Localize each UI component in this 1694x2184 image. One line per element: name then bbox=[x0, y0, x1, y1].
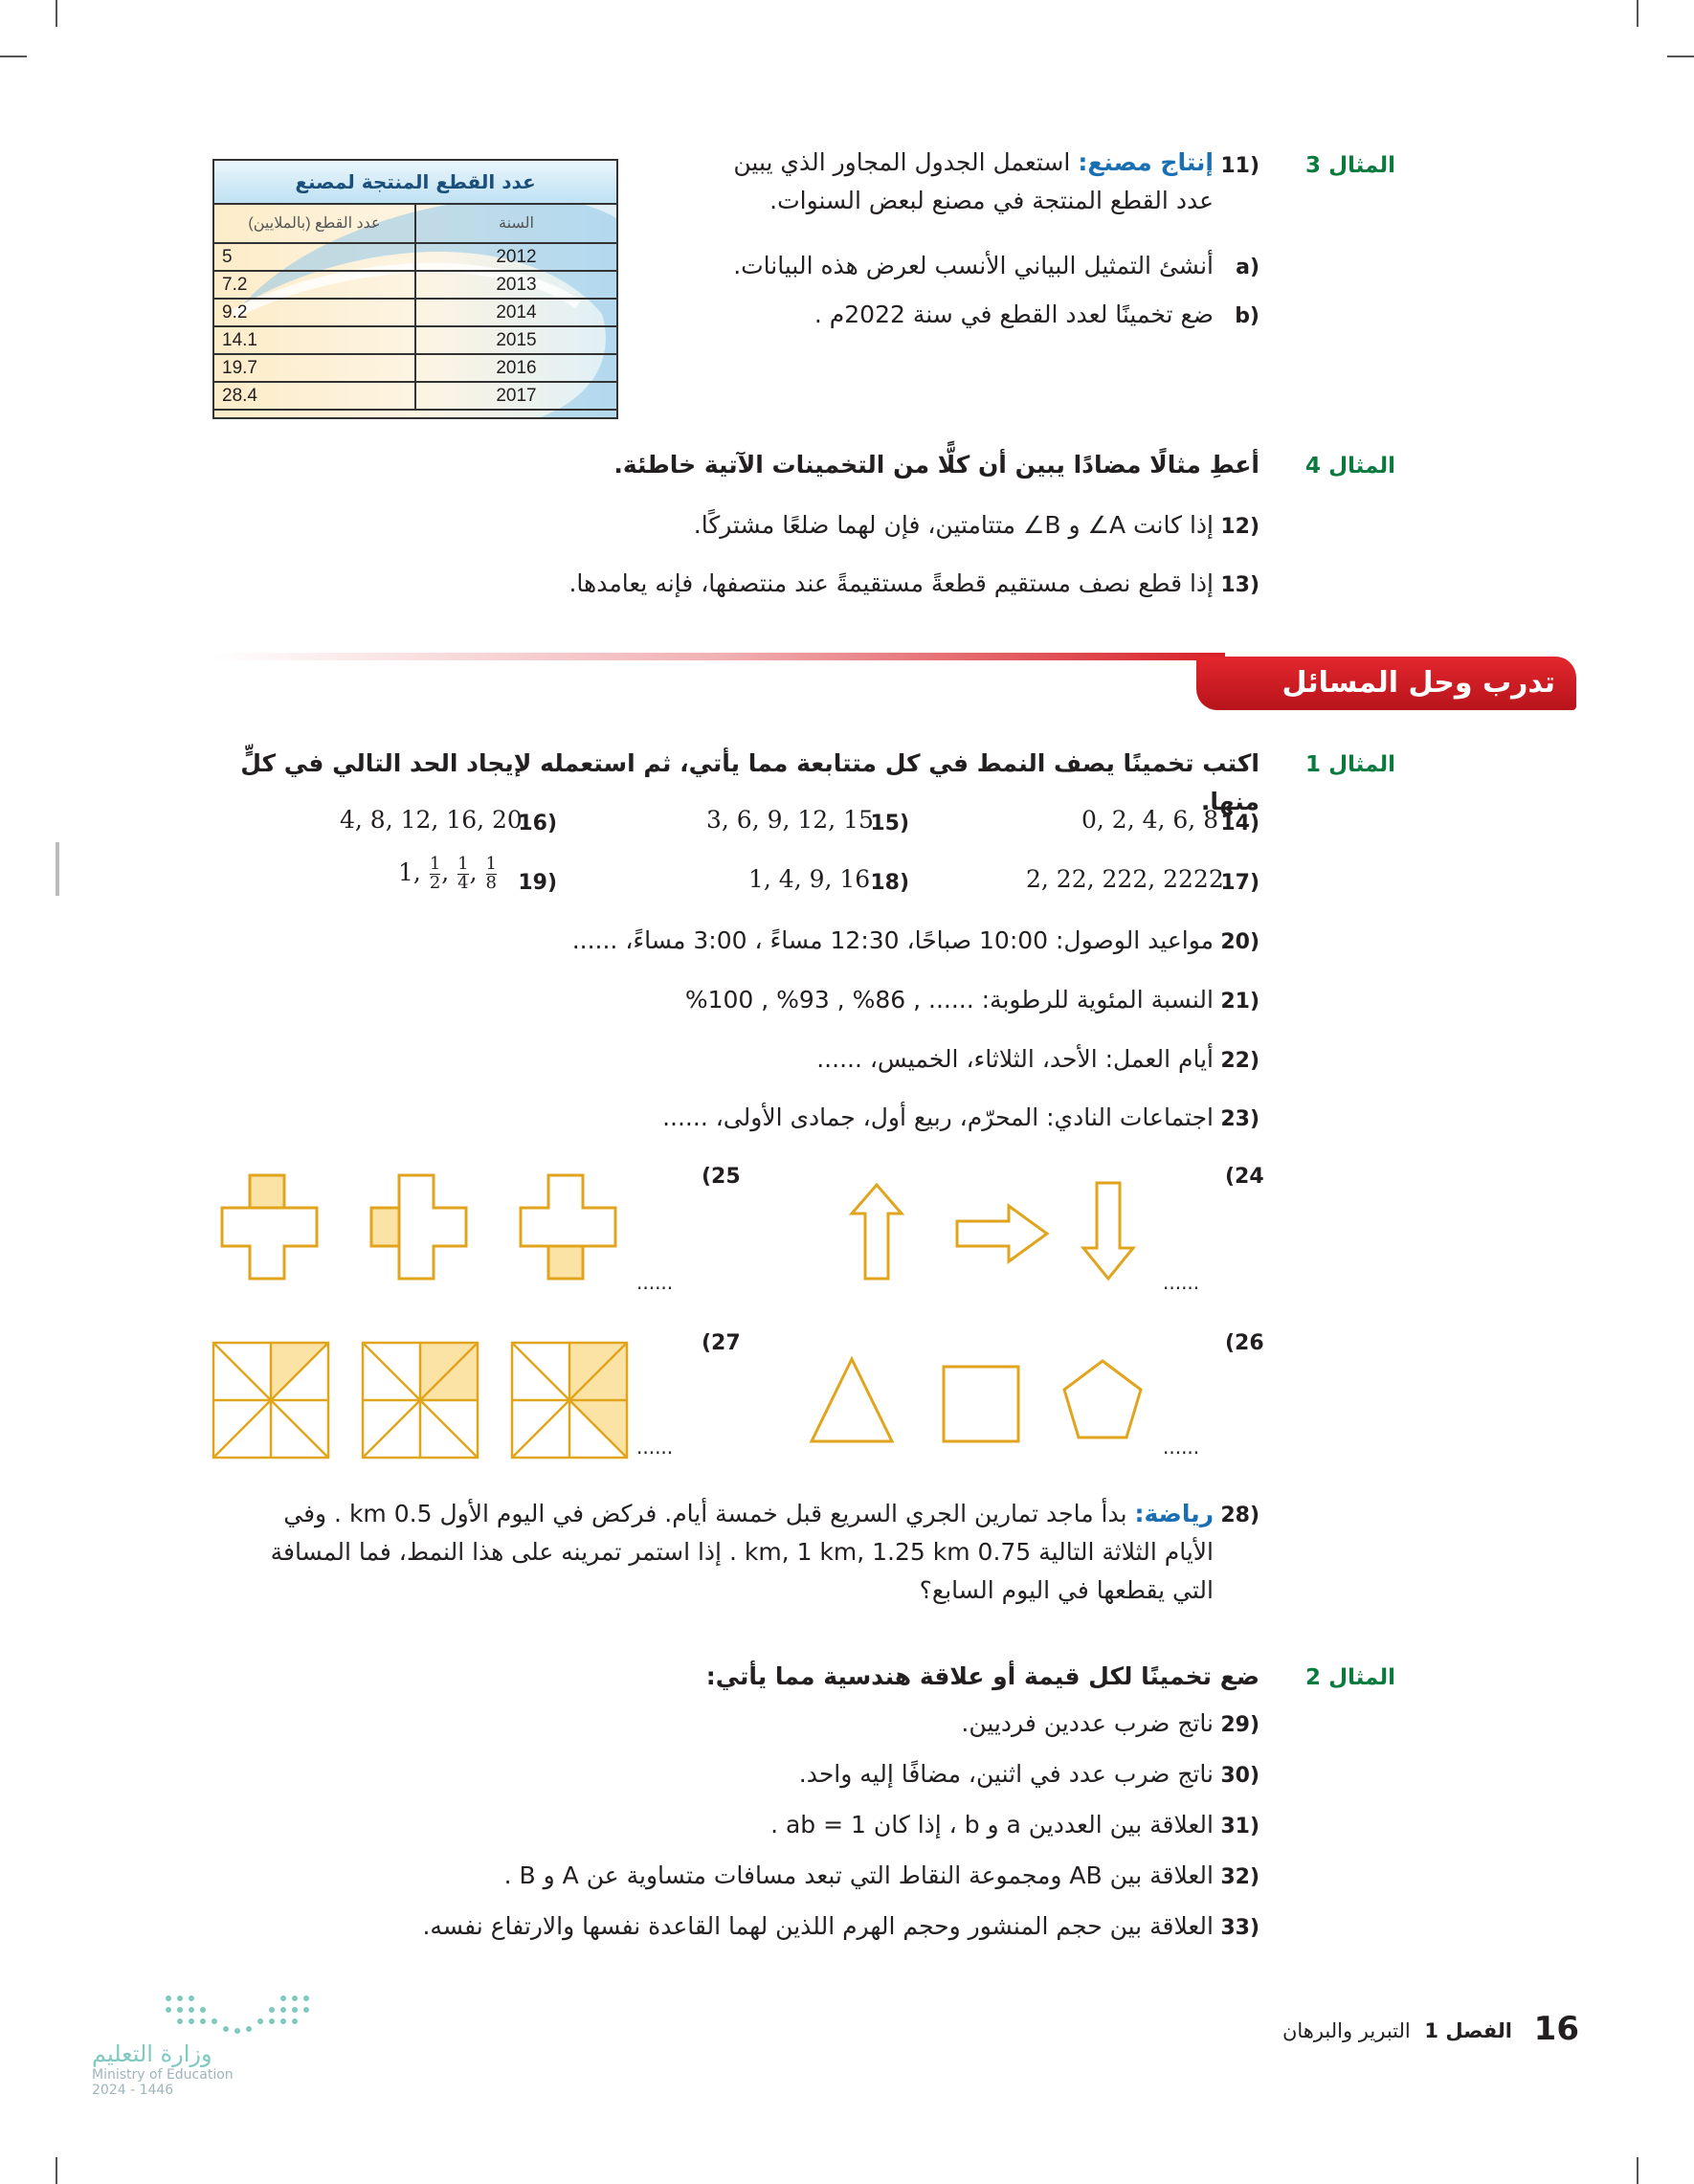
production-table bbox=[212, 159, 618, 419]
q28-title: رياضة: bbox=[1134, 1500, 1214, 1527]
ministry-name-en: Ministry of Education bbox=[92, 2067, 234, 2083]
section-title: تدرب وحل المسائل bbox=[1282, 666, 1555, 700]
q26-dots: ...... bbox=[1163, 1436, 1200, 1459]
table-row: 9.2 2014 bbox=[213, 299, 617, 326]
crop-mark bbox=[1667, 56, 1694, 57]
cross-shape-2 bbox=[371, 1175, 466, 1279]
crop-mark bbox=[56, 2157, 57, 2184]
q19-number: 19) bbox=[518, 871, 557, 895]
fraction-quarter: $\frac{1}{4}$ bbox=[457, 854, 469, 893]
q17-number: 17) bbox=[1220, 871, 1259, 895]
q11b-label: b) bbox=[1235, 304, 1259, 328]
q23-text: اجتماعات النادي: المحرّم، ربيع أول، جمادى الأولى، ...... bbox=[662, 1103, 1214, 1131]
crop-mark bbox=[0, 56, 27, 57]
ministry-dots-icon bbox=[159, 1991, 331, 2039]
q16-sequence: 4, 8, 12, 16, 20 bbox=[340, 806, 523, 834]
q11-number: 11) bbox=[1220, 154, 1259, 178]
q15-sequence: 3, 6, 9, 12, 15 bbox=[706, 806, 874, 834]
example-2-intro: ضع تخمينًا لكل قيمة أو علاقة هندسية مما يأتي: bbox=[705, 1662, 1259, 1690]
table-row: 28.4 2017 bbox=[213, 382, 617, 410]
example-1-intro: اكتب تخمينًا يصف النمط في كل متتابعة مما يأتي، ثم استعمله لإيجاد الحد التالي في كلٍّ منها. bbox=[240, 749, 1259, 815]
crop-mark bbox=[1637, 2157, 1638, 2184]
q26-number: (26 bbox=[1225, 1331, 1264, 1355]
q21-text: النسبة المئوية للرطوبة: ...... , 86% , 93% , 100% bbox=[684, 986, 1214, 1014]
q11-title: إنتاج مصنع: bbox=[1078, 148, 1214, 176]
q11-text bbox=[697, 144, 1214, 220]
q31-text: العلاقة بين العددين a و b ، إذا كان ab = 1 . bbox=[770, 1811, 1214, 1839]
example-4-intro: أعطِ مثالًا مضادًا يبين أن كلًّا من التخمينات الآتية خاطئة. bbox=[613, 451, 1259, 479]
table-row: 19.7 2016 bbox=[213, 354, 617, 382]
q13-number: 13) bbox=[1220, 573, 1259, 597]
q28-number: 28) bbox=[1220, 1504, 1259, 1527]
square-shape bbox=[944, 1367, 1018, 1441]
q33-text: العلاقة بين حجم المنشور وحجم الهرم اللذين لهما القاعدة نفسها والارتفاع نفسه. bbox=[422, 1912, 1214, 1940]
page-number: 16 bbox=[1533, 2010, 1579, 2048]
q14-sequence: 0, 2, 4, 6, 8 bbox=[1081, 806, 1219, 834]
footer-chapter bbox=[1282, 2019, 1512, 2042]
chapter-label: الفصل 1 bbox=[1424, 2019, 1512, 2042]
table-row: 14.1 2015 bbox=[213, 326, 617, 354]
q20-text: مواعيد الوصول: 10:00 صباحًا، 12:30 مساءً ، 3:00 مساءً، ...... bbox=[571, 926, 1214, 954]
triangle-shape bbox=[812, 1359, 892, 1441]
table-row: 5 2012 bbox=[213, 243, 617, 271]
q27-square-pattern bbox=[211, 1340, 641, 1464]
q25-cross-pattern bbox=[218, 1171, 649, 1286]
q32-text: العلاقة بين AB ومجموعة النقاط التي تبعد مسافات متساوية عن A و B . bbox=[503, 1861, 1214, 1889]
registration-bar bbox=[56, 842, 59, 896]
arrow-down-icon bbox=[1083, 1183, 1133, 1279]
q19-sequence: 1, $\frac{1}{2}$ , $\frac{1}{4}$ , $\frac{1}{8}$ bbox=[398, 854, 497, 893]
q14-number: 14) bbox=[1220, 812, 1259, 836]
fraction-half: $\frac{1}{2}$ bbox=[429, 854, 441, 893]
q31-number: 31) bbox=[1220, 1815, 1259, 1839]
q29-text: ناتج ضرب عددين فرديين. bbox=[961, 1709, 1214, 1737]
ministry-year: 2024 - 1446 bbox=[92, 2083, 174, 2098]
q24-dots: ...... bbox=[1163, 1271, 1200, 1294]
q25-number: (25 bbox=[702, 1165, 741, 1189]
q20-number: 20) bbox=[1220, 930, 1259, 954]
q17-sequence: 2, 22, 222, 2222 bbox=[1026, 865, 1224, 893]
q21-number: 21) bbox=[1220, 990, 1259, 1014]
q13-text: إذا قطع نصف مستقيم قطعةً مستقيمةً عند منتصفها، فإنه يعامدها. bbox=[568, 569, 1214, 597]
q18-sequence: 1, 4, 9, 16 bbox=[748, 865, 871, 893]
crop-mark bbox=[1637, 0, 1638, 27]
q24-number: (24 bbox=[1225, 1165, 1264, 1189]
crop-mark bbox=[56, 0, 57, 27]
column-header-count: عدد القطع (بالملايين) bbox=[213, 203, 415, 243]
example-1-label: المثال 1 bbox=[1305, 752, 1395, 777]
q27-number: (27 bbox=[702, 1331, 741, 1355]
column-header-year: السنة bbox=[415, 203, 617, 243]
cross-shape-3 bbox=[521, 1175, 615, 1279]
q33-number: 33) bbox=[1220, 1916, 1259, 1940]
divided-square-3 bbox=[512, 1343, 627, 1458]
q12-number: 12) bbox=[1220, 515, 1259, 539]
divided-square-2 bbox=[363, 1343, 478, 1458]
section-header-rule bbox=[211, 653, 1225, 660]
arrow-right-icon bbox=[957, 1206, 1047, 1261]
q25-dots: ...... bbox=[636, 1271, 674, 1294]
arrow-up-icon bbox=[852, 1185, 902, 1279]
q22-text: أيام العمل: الأحد، الثلاثاء، الخميس، ...... bbox=[816, 1045, 1214, 1073]
q32-number: 32) bbox=[1220, 1865, 1259, 1889]
section-header bbox=[1196, 657, 1576, 710]
chapter-title: التبرير والبرهان bbox=[1282, 2019, 1411, 2042]
q29-number: 29) bbox=[1220, 1713, 1259, 1737]
q11b-text: ضع تخمينًا لعدد القطع في سنة 2022م . bbox=[814, 301, 1214, 328]
example-2-label: المثال 2 bbox=[1305, 1665, 1395, 1690]
example-3-label: المثال 3 bbox=[1305, 153, 1395, 178]
q23-number: 23) bbox=[1220, 1107, 1259, 1131]
pentagon-shape bbox=[1064, 1361, 1141, 1437]
table-row: 7.2 2013 bbox=[213, 271, 617, 299]
q18-number: 18) bbox=[870, 871, 909, 895]
q27-dots: ...... bbox=[636, 1436, 674, 1459]
q15-number: 15) bbox=[870, 812, 909, 836]
q12-text: إذا كانت A∠ و B∠ متتامتين، فإن لهما ضلعًا مشتركًا. bbox=[693, 511, 1214, 539]
q28-text bbox=[228, 1495, 1214, 1610]
q28-body: بدأ ماجد تمارين الجري السريع قبل خمسة أيام. فركض في اليوم الأول 0.5 km . وفي الأيام الثلاثة التالية 0.75 km, 1 km, 1.25 km . إذا استمر تمرينه على هذا النمط، فما المسافة التي يقطعها في اليوم السابع؟ bbox=[270, 1500, 1214, 1604]
production-data-table bbox=[212, 203, 618, 411]
q11a-text: أنشئ التمثيل البياني الأنسب لعرض هذه البيانات. bbox=[733, 252, 1214, 279]
divided-square-1 bbox=[213, 1343, 328, 1458]
q16-number: 16) bbox=[518, 812, 557, 836]
cross-shape-1 bbox=[222, 1175, 317, 1279]
q30-number: 30) bbox=[1220, 1764, 1259, 1788]
example-4-label: المثال 4 bbox=[1305, 454, 1395, 479]
q26-polygon-pattern bbox=[804, 1353, 1148, 1449]
ministry-logo bbox=[92, 1991, 322, 2098]
q22-number: 22) bbox=[1220, 1049, 1259, 1073]
q24-arrow-pattern bbox=[846, 1179, 1162, 1284]
q11a-label: a) bbox=[1236, 256, 1259, 279]
q11-body: استعمل الجدول المجاور الذي يبين عدد القطع المنتجة في مصنع لبعض السنوات. bbox=[733, 148, 1214, 214]
fraction-eighth: $\frac{1}{8}$ bbox=[485, 854, 497, 893]
table-title: عدد القطع المنتجة لمصنع bbox=[214, 161, 616, 205]
q30-text: ناتج ضرب عدد في اثنين، مضافًا إليه واحد. bbox=[798, 1760, 1214, 1788]
ministry-name-ar: وزارة التعليم bbox=[92, 2040, 212, 2067]
